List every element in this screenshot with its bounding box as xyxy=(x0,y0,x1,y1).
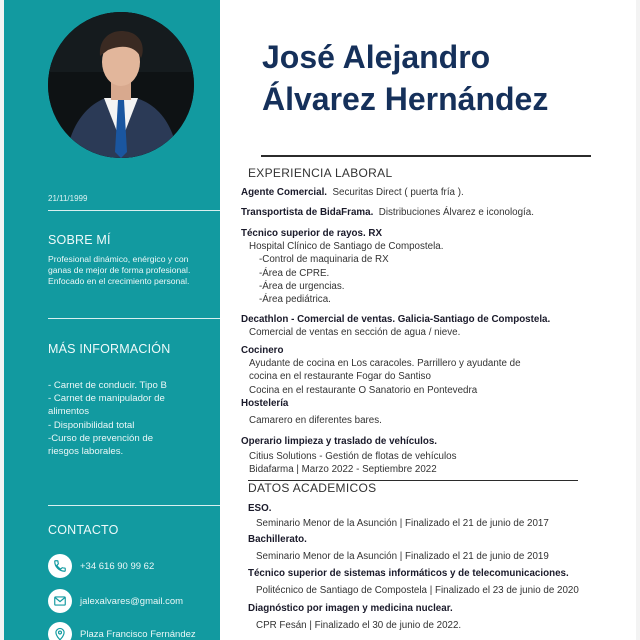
full-name xyxy=(262,36,632,120)
contact-phone xyxy=(48,552,220,580)
education-entry xyxy=(248,533,549,563)
degree-detail: CPR Fesán | Finalizado el 30 de junio de 2022. xyxy=(256,620,462,632)
contact-heading: CONTACTO xyxy=(48,523,119,537)
experience-entry xyxy=(241,397,382,427)
job-detail: Comercial de ventas en sección de agua / nieve. xyxy=(249,327,461,339)
degree-title: Diagnóstico por imagen y medicina nuclear. xyxy=(248,603,453,614)
job-title: Operario limpieza y traslado de vehículos. xyxy=(241,436,438,447)
address-text: Plaza Francisco Fernández xyxy=(80,628,196,640)
degree-detail: Politécnico de Santiago de Compostela | Finalizado el 23 de junio de 2020 xyxy=(256,585,579,597)
about-line: ganas de mejor de forma profesional. xyxy=(48,265,191,276)
sidebar xyxy=(4,0,220,640)
contact-email xyxy=(48,587,220,615)
job-detail: cocina en el restaurante Fogar do Santiso xyxy=(249,371,431,383)
job-title: Cocinero xyxy=(241,345,284,356)
job-detail: -Control de maquinaria de RX xyxy=(259,254,389,266)
job-detail: Distribuciones Álvarez e iconología. xyxy=(378,207,534,218)
more-info-item: - Carnet de manipulador de xyxy=(48,393,165,405)
experience-entry xyxy=(241,186,464,199)
sidebar-divider xyxy=(48,210,220,211)
job-title: Decathlon - Comercial de ventas. Galicia-Santiago de Compostela. xyxy=(241,314,551,325)
experience-heading: EXPERIENCIA LABORAL xyxy=(248,166,393,180)
more-info-item: - Carnet de conducir. Tipo B xyxy=(48,380,167,391)
more-info-item: alimentos xyxy=(48,406,90,418)
resume-page xyxy=(4,0,636,640)
phone-number[interactable]: +34 616 90 99 62 xyxy=(80,560,155,572)
job-detail: -Área de urgencias. xyxy=(259,280,345,292)
job-detail: Bidafarma | Marzo 2022 - Septiembre 2022 xyxy=(249,464,437,476)
degree-detail: Seminario Menor de la Asunción | Finalizado el 21 de junio de 2017 xyxy=(256,518,549,530)
more-info-heading: MÁS INFORMACIÓN xyxy=(48,342,171,356)
about-line: Profesional dinámico, enérgico y con xyxy=(48,254,189,264)
more-info-item: -Curso de prevención de xyxy=(48,432,154,444)
about-text xyxy=(48,254,220,288)
name-line: Álvarez Hernández xyxy=(262,81,549,117)
email-address[interactable]: jalexalvares@gmail.com xyxy=(80,595,184,607)
job-detail: Securitas Direct ( puerta fría ). xyxy=(332,187,464,198)
education-entry xyxy=(248,602,461,632)
job-detail: Cocina en el restaurante O Sanatorio en Pontevedra xyxy=(249,384,478,396)
job-detail: Ayudante de cocina en Los caracoles. Parrillero y ayudante de xyxy=(249,358,521,370)
profile-photo xyxy=(48,12,194,158)
job-detail: Camarero en diferentes bares. xyxy=(249,415,382,427)
degree-title: Técnico superior de sistemas informáticos y de telecomunicaciones. xyxy=(248,568,569,579)
experience-entry xyxy=(241,313,550,339)
degree-title: Bachillerato. xyxy=(248,534,307,545)
experience-entry xyxy=(241,206,534,219)
experience-entry xyxy=(241,227,443,306)
phone-icon xyxy=(48,554,72,578)
more-info-item: riesgos laborales. xyxy=(48,446,124,458)
job-title: Transportista de BidaFrama. xyxy=(241,207,374,218)
location-pin-icon xyxy=(48,622,72,640)
job-title: Técnico superior de rayos. RX xyxy=(241,228,383,239)
education-entry xyxy=(248,567,579,597)
degree-title: ESO. xyxy=(248,503,272,514)
more-info-item: - Disponibilidad total xyxy=(48,419,135,431)
education-heading: DATOS ACADEMICOS xyxy=(248,481,377,495)
job-title: Agente Comercial. xyxy=(241,187,328,198)
mail-icon xyxy=(48,589,72,613)
job-detail: Hospital Clínico de Santiago de Compostela. xyxy=(249,241,444,253)
job-detail: -Área pediátrica. xyxy=(259,294,331,306)
job-detail: Citius Solutions - Gestión de flotas de vehículos xyxy=(249,451,457,463)
contact-address xyxy=(48,620,220,640)
experience-entry xyxy=(241,435,456,477)
degree-detail: Seminario Menor de la Asunción | Finalizado el 21 de junio de 2019 xyxy=(256,551,549,563)
about-line: Enfocado en el crecimiento personal. xyxy=(48,276,190,287)
date-of-birth: 21/11/1999 xyxy=(48,194,88,203)
header-divider xyxy=(261,155,591,157)
name-line: José Alejandro xyxy=(262,39,491,75)
job-title: Hostelería xyxy=(241,398,289,409)
more-info-list xyxy=(48,379,220,458)
sidebar-divider xyxy=(48,318,220,319)
job-detail: -Área de CPRE. xyxy=(259,267,330,279)
experience-entry xyxy=(241,344,521,397)
about-heading: SOBRE MÍ xyxy=(48,233,111,247)
education-entry xyxy=(248,502,549,530)
sidebar-divider xyxy=(48,505,220,506)
